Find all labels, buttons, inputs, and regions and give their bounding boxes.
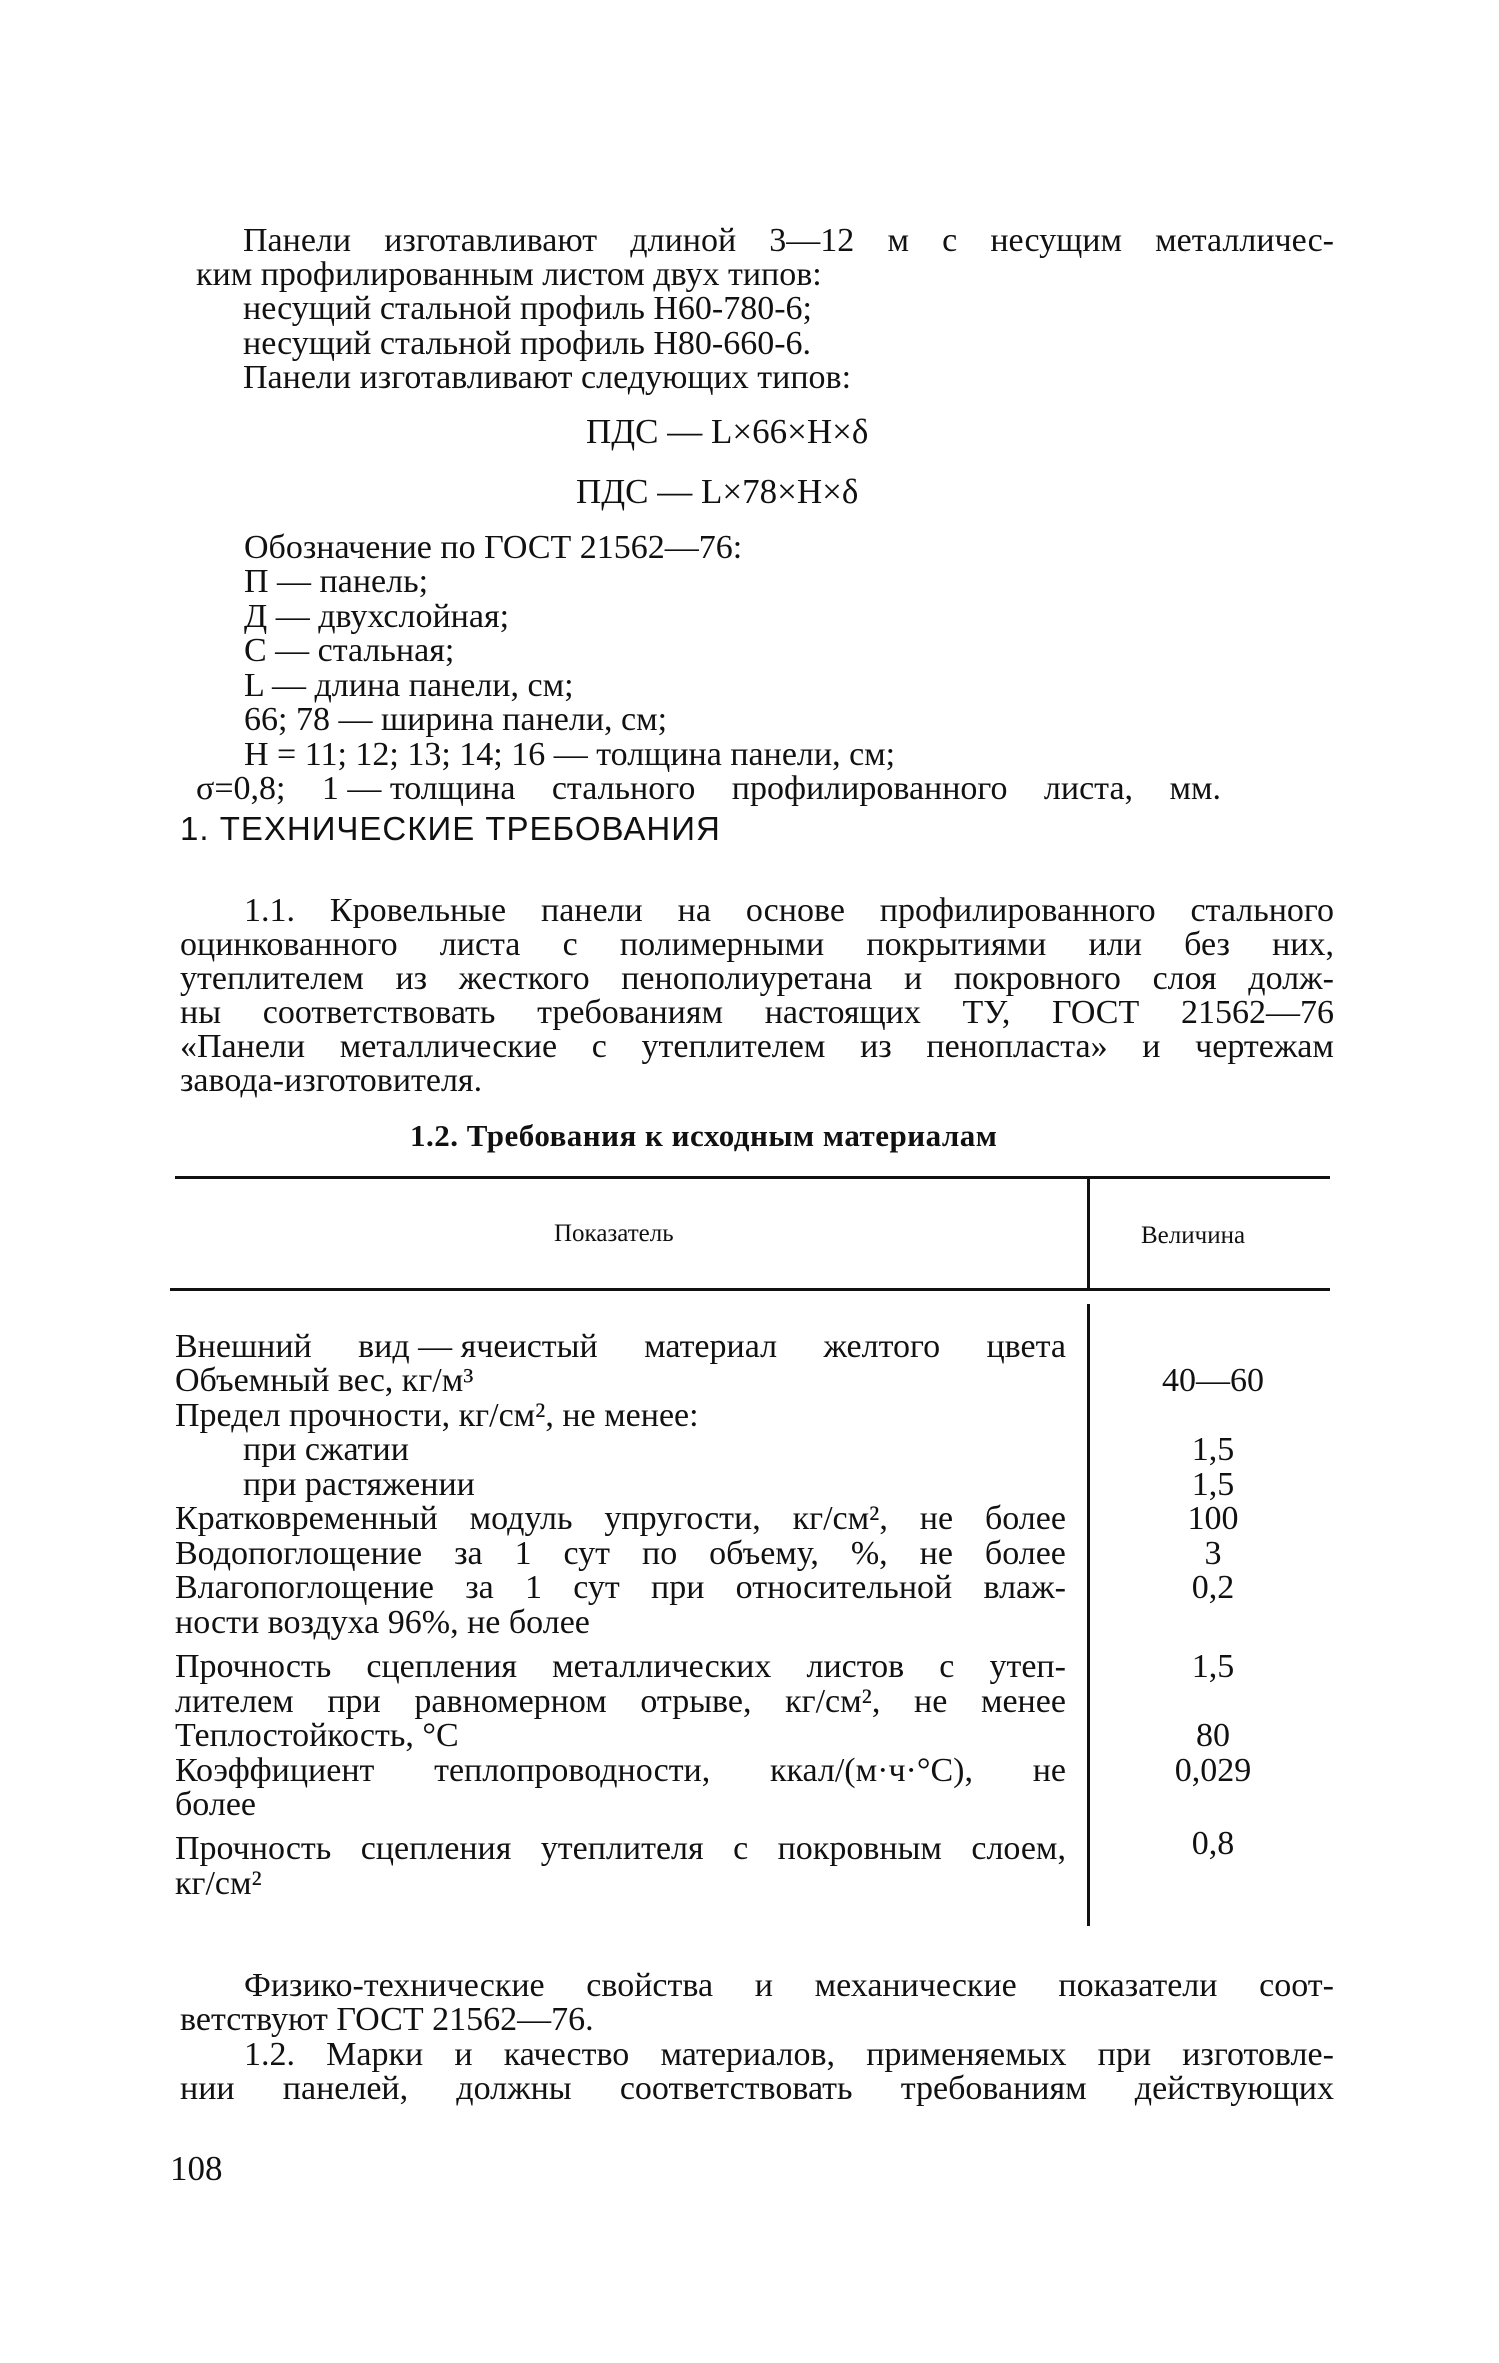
- table-row: Коэффициент теплопроводности, ккал/(м·ч·°С), не: [175, 1752, 1066, 1789]
- section-para-line: «Панели металлические с утеплителем из пенопласта» и чертежам: [180, 1028, 1334, 1065]
- table-row: Влагопоглощение за 1 сут при относительной влаж-: [175, 1569, 1066, 1606]
- designation-item: С — стальная;: [244, 632, 455, 669]
- designation-item: H = 11; 12; 13; 14; 16 — толщина панели, см;: [244, 736, 896, 773]
- table-value: 1,5: [1191, 1648, 1235, 1685]
- table-row: Объемный вес, кг/м³: [175, 1362, 474, 1399]
- table-row: лителем при равномерном отрыве, кг/см², не менее: [175, 1683, 1066, 1720]
- intro-line-5: Панели изготавливают следующих типов:: [243, 359, 852, 396]
- table-value: 1,5: [1191, 1466, 1235, 1503]
- table-row: кг/см²: [175, 1865, 262, 1902]
- table-value: 40—60: [1162, 1362, 1264, 1399]
- formula-2: ПДС — L×78×H×δ: [576, 472, 859, 511]
- table-row: ности воздуха 96%, не более: [175, 1604, 590, 1641]
- table-column-divider: [1087, 1304, 1090, 1926]
- table-header-rule: [170, 1288, 1330, 1291]
- table-row: Теплостойкость, °С: [175, 1717, 459, 1754]
- intro-line-1: Панели изготавливают длиной 3—12 м с несущим металличес-: [243, 222, 1334, 259]
- designation-last-line: σ=0,8; 1 — толщина стального профилированного листа, мм.: [196, 770, 1221, 807]
- column-header-indicator: Показатель: [554, 1220, 674, 1247]
- designation-item: L — длина панели, см;: [244, 667, 574, 704]
- table-value: 100: [1187, 1500, 1239, 1537]
- section-heading: 1. ТЕХНИЧЕСКИЕ ТРЕБОВАНИЯ: [180, 810, 721, 847]
- designation-item: П — панель;: [244, 563, 429, 600]
- table-row: более: [175, 1786, 256, 1823]
- table-row: Предел прочности, кг/см², не менее:: [175, 1397, 699, 1434]
- body-line: ветствуют ГОСТ 21562—76.: [180, 2001, 594, 2038]
- table-column-divider: [1087, 1176, 1090, 1288]
- section-para-line: утеплителем из жесткого пенополиуретана и покровного слоя долж-: [180, 960, 1334, 997]
- table-row: Внешний вид — ячеистый материал желтого цвета: [175, 1328, 1066, 1365]
- section-para-line: 1.1. Кровельные панели на основе профилированного стального: [244, 892, 1334, 929]
- table-row: при растяжении: [243, 1466, 475, 1503]
- table-value: 0,029: [1174, 1752, 1252, 1789]
- section-para-line: ны соответствовать требованиям настоящих ТУ, ГОСТ 21562—76: [180, 994, 1334, 1031]
- table-value: 80: [1196, 1717, 1230, 1754]
- formula-1: ПДС — L×66×H×δ: [586, 412, 869, 451]
- body-line: Физико-технические свойства и механические показатели соот-: [244, 1967, 1334, 2004]
- table-row: Прочность сцепления металлических листов с утеп-: [175, 1648, 1066, 1685]
- table-row: Прочность сцепления утеплителя с покровным слоем,: [175, 1830, 1066, 1867]
- table-top-rule: [175, 1176, 1330, 1179]
- table-row: Водопоглощение за 1 сут по объему, %, не более: [175, 1535, 1066, 1572]
- designation-item: 66; 78 — ширина панели, см;: [244, 701, 668, 738]
- section-para-line: оцинкованного листа с полимерными покрытиями или без них,: [180, 926, 1334, 963]
- table-caption: 1.2. Требования к исходным материалам: [410, 1118, 998, 1153]
- intro-line-4: несущий стальной профиль Н80-660-6.: [243, 325, 812, 362]
- table-value: 0,2: [1191, 1569, 1235, 1606]
- intro-line-2: ким профилированным листом двух типов:: [196, 256, 822, 293]
- section-para-line: завода-изготовителя.: [180, 1062, 483, 1099]
- intro-line-3: несущий стальной профиль Н60-780-6;: [243, 290, 813, 327]
- designation-item: Д — двухслойная;: [244, 598, 510, 635]
- body-line: нии панелей, должны соответствовать требованиям действующих: [180, 2070, 1334, 2107]
- table-row: при сжатии: [243, 1431, 409, 1468]
- table-value: 1,5: [1191, 1431, 1235, 1468]
- page-number: 108: [170, 2149, 223, 2188]
- body-line: 1.2. Марки и качество материалов, применяемых при изготовле-: [244, 2036, 1334, 2073]
- column-header-value: Величина: [1141, 1222, 1246, 1249]
- table-value: 0,8: [1191, 1825, 1235, 1862]
- table-row: Кратковременный модуль упругости, кг/см², не более: [175, 1500, 1066, 1537]
- designation-title: Обозначение по ГОСТ 21562—76:: [244, 529, 743, 566]
- table-value: 3: [1204, 1535, 1222, 1572]
